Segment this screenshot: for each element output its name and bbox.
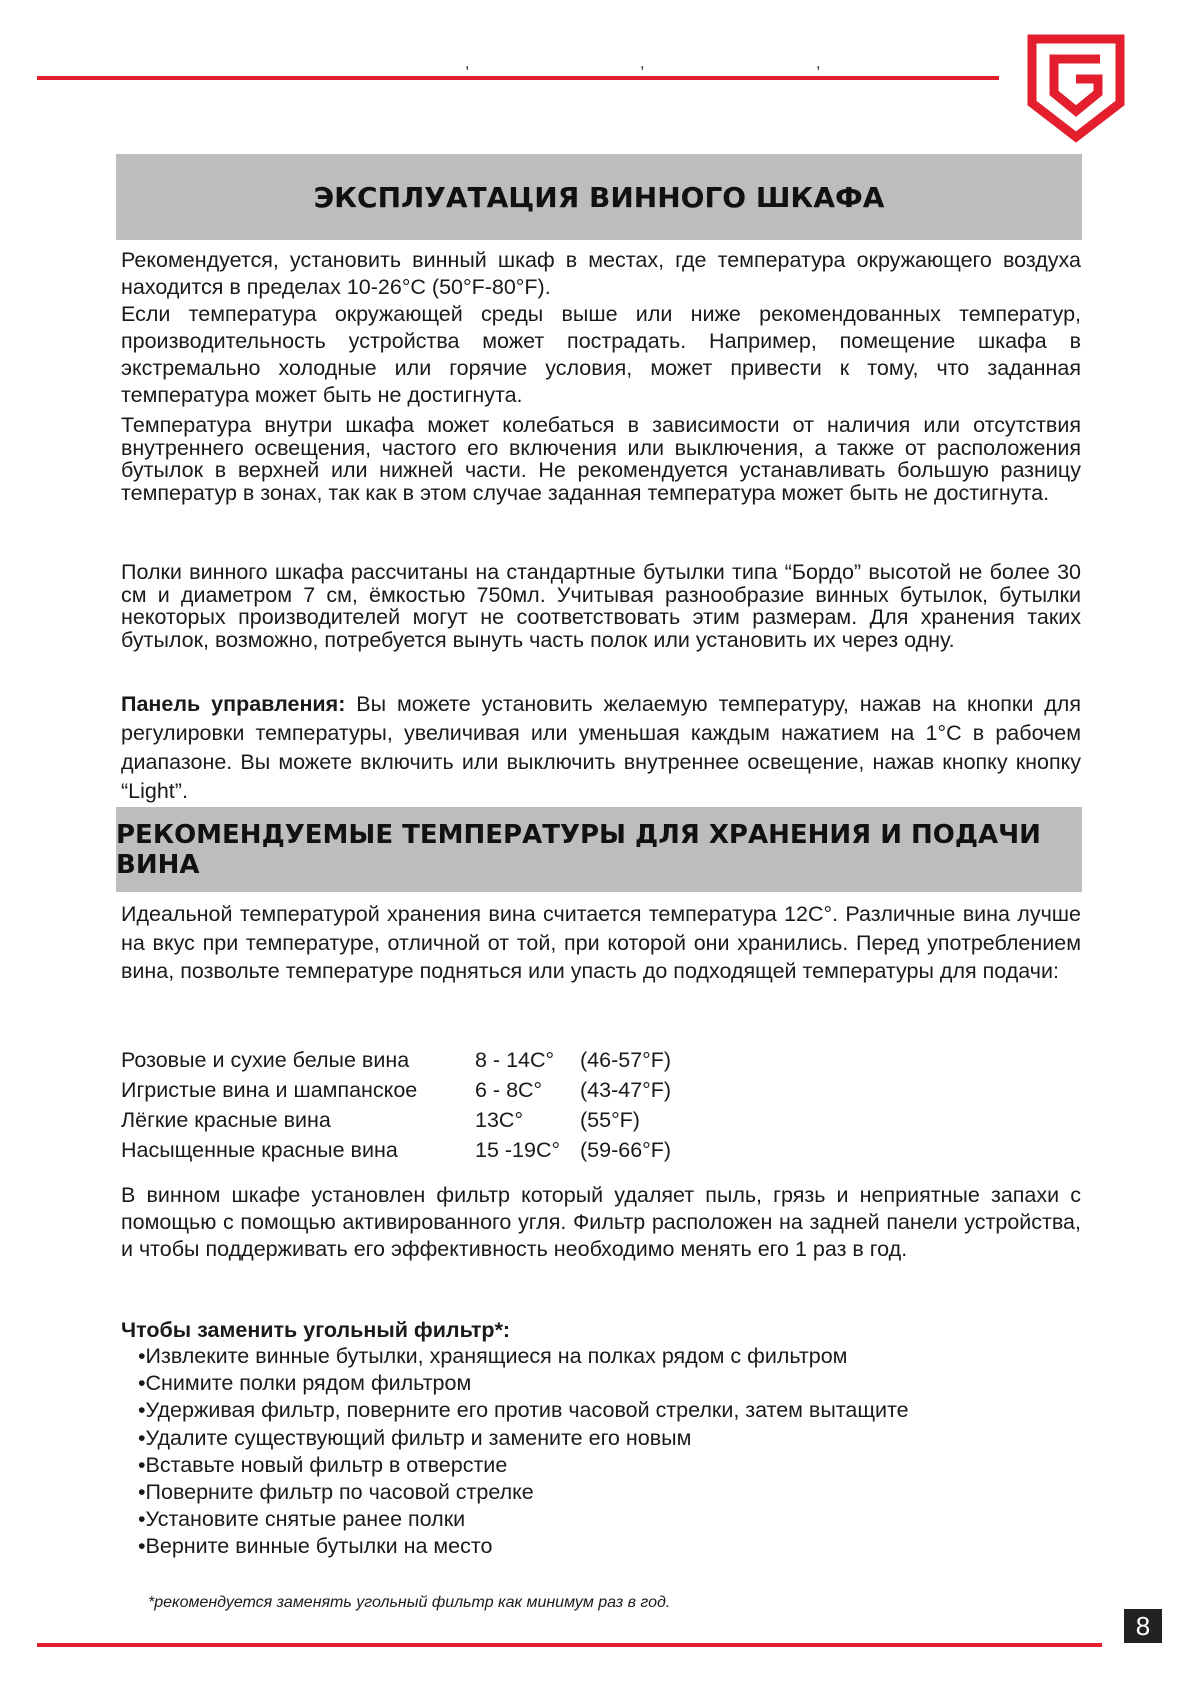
list-item: •Снимите полки рядом фильтром [138, 1371, 472, 1396]
section-title-temperatures: РЕКОМЕНДУЕМЫЕ ТЕМПЕРАТУРЫ ДЛЯ ХРАНЕНИЯ И ПОДАЧИ ВИНА [116, 807, 1082, 892]
section-title-operation: ЭКСПЛУАТАЦИЯ ВИННОГО ШКАФА [116, 154, 1082, 240]
footnote: *рекомендуется заменять угольный фильтр как минимум раз в год. [148, 1594, 671, 1611]
paragraph-shelves: Полки винного шкафа рассчитаны на стандартные бутылки типа “Бордо” высотой не более 30 см и диаметром 7 см, ёмкостью 750мл. Учитывая разнообразие винных бутылок, бутылки некоторых производителей могут не соответствовать этим размерам. Для хранения таких бутылок, возможно, потребуется вынуть часть полок или установить их через одну. [121, 560, 1081, 652]
table-row [121, 1045, 671, 1075]
list-item: •Вставьте новый фильтр в отверстие [138, 1452, 508, 1477]
list-item: •Верните винные бутылки на место [138, 1534, 493, 1559]
brand-logo-icon [1024, 33, 1128, 143]
header-separator: , [640, 55, 645, 72]
paragraph-filter: В винном шкафе установлен фильтр который удаляет пыль, грязь и неприятные запахи с помощью с помощью активированного угля. Фильтр расположен на задней панели устройства, и чтобы поддерживать его эффективность необходимо менять его 1 раз в год. [121, 1183, 1081, 1261]
temp-fahrenheit: (43-47°F) [580, 1078, 672, 1102]
temp-fahrenheit: (55°F) [580, 1108, 640, 1132]
temp-fahrenheit: (46-57°F) [580, 1048, 672, 1072]
header-red-rule [37, 76, 999, 80]
table-row [121, 1105, 671, 1135]
paragraph-ideal-temperature: Идеальной температурой хранения вина считается температура 12С°. Различные вина лучше на вкус при температуре, отличной от той, при которой они хранились. Перед употреблением вина, позвольте температуре подняться или упасть до подходящей температуры для подачи: [121, 902, 1081, 983]
control-panel-text: Вы можете установить желаемую температуру, нажав на кнопки для регулировки температуры, увеличивая или уменьшая каждым нажатием на 1°С в рабочем диапазоне. Вы можете включить или выключить внутреннее освещение, нажав кнопку кнопку “Light”. [121, 692, 1081, 803]
temp-celsius: 8 - 14С° [475, 1048, 555, 1072]
table-row [121, 1075, 671, 1105]
list-item: •Поверните фильтр по часовой стрелке [138, 1480, 534, 1505]
wine-type: Розовые и сухие белые вина [121, 1048, 410, 1072]
paragraph-fluctuation: Температура внутри шкафа может колебаться в зависимости от наличия или отсутствия внутреннего освещения, частого его включения или выключения, а также от расположения бутылок в верхней или нижней части. Не рекомендуется устанавливать большую разницу температур в зонах, так как в этом случае заданная температура может быть не достигнута. [121, 413, 1081, 505]
paragraph-placement: Рекомендуется, установить винный шкаф в местах, где температура окружающего воздуха находится в пределах 10-26°С (50°F-80°F). [121, 248, 1081, 299]
temp-celsius: 6 - 8С° [475, 1078, 543, 1102]
list-item: •Удалите существующий фильтр и замените его новым [138, 1425, 692, 1450]
temp-celsius: 13С° [475, 1108, 524, 1132]
temp-fahrenheit: (59-66°F) [580, 1138, 672, 1162]
wine-type: Лёгкие красные вина [121, 1108, 331, 1132]
header-separator: , [465, 55, 470, 72]
list-item: •Извлеките винные бутылки, хранящиеся на полках рядом с фильтром [138, 1344, 848, 1368]
page-number: 8 [1124, 1609, 1162, 1643]
wine-type: Насыщенные красные вина [121, 1138, 398, 1162]
paragraph-ambient: Если температура окружающей среды выше или ниже рекомендованных температур, производительность устройства может пострадать. Например, помещение шкафа в экстремально холодные или горячие условия, может привести к тому, что заданная температура может быть не достигнута. [121, 302, 1081, 407]
list-item: •Установите снятые ранее полки [138, 1507, 466, 1532]
temperature-table [121, 1045, 671, 1165]
filter-steps-list [138, 1343, 909, 1561]
temp-celsius: 15 -19С° [475, 1138, 561, 1162]
control-panel-label: Панель управления: [121, 692, 346, 716]
list-item: •Удерживая фильтр, поверните его против часовой стрелки, затем вытащите [138, 1398, 909, 1423]
header-separator: , [816, 55, 821, 72]
filter-steps-title: Чтобы заменить угольный фильтр*: [121, 1318, 511, 1342]
footer-red-rule [37, 1643, 1102, 1647]
wine-type: Игристые вина и шампанское [121, 1078, 418, 1102]
table-row [121, 1135, 671, 1165]
paragraph-control-panel [121, 690, 1081, 806]
